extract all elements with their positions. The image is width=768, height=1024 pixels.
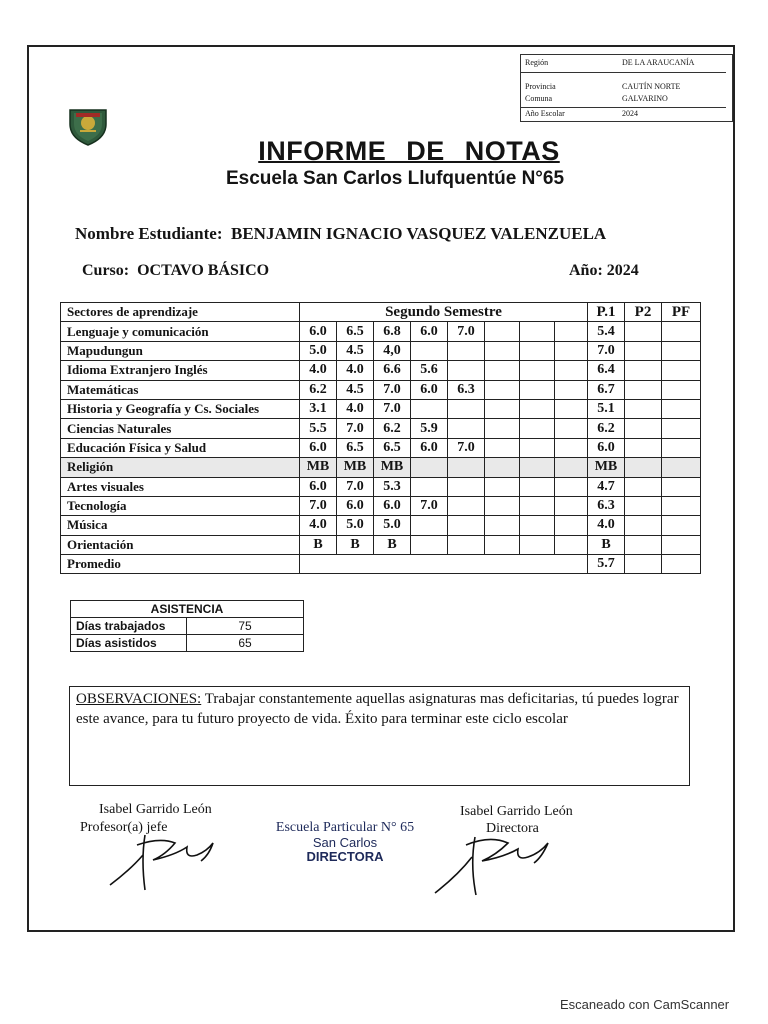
grade-row: [61, 399, 701, 418]
grade-cell: [520, 516, 555, 535]
subject-name: Idioma Extranjero Inglés: [61, 361, 300, 380]
subject-name: Ciencias Naturales: [61, 419, 300, 438]
p1-cell: MB: [588, 458, 625, 477]
subject-name: Educación Física y Salud: [61, 438, 300, 457]
grade-cell: 6.0: [411, 438, 448, 457]
p2-cell: [625, 361, 662, 380]
grade-cell: [485, 458, 520, 477]
grade-cell: 6.8: [374, 322, 411, 341]
province-label: Provincia: [525, 82, 556, 91]
grade-cell: 6.2: [374, 419, 411, 438]
year-label: Año:: [569, 262, 603, 279]
subject-name: Artes visuales: [61, 477, 300, 496]
grade-cell: 4.0: [337, 399, 374, 418]
average-p2: [625, 555, 662, 574]
grade-cell: 5.0: [337, 516, 374, 535]
attendance-title: ASISTENCIA: [71, 601, 304, 618]
commune-value: GALVARINO: [622, 94, 668, 103]
average-label: Promedio: [61, 555, 300, 574]
grade-cell: [520, 477, 555, 496]
grade-row: [61, 535, 701, 554]
region-value: DE LA ARAUCANÍA: [622, 58, 695, 67]
grade-row: [61, 322, 701, 341]
grade-cell: 7.0: [411, 496, 448, 515]
grade-cell: 6.5: [374, 438, 411, 457]
grade-cell: [485, 380, 520, 399]
p1-cell: 4.7: [588, 477, 625, 496]
stamp-line-3: DIRECTORA: [306, 849, 384, 864]
province-row: [525, 82, 728, 94]
grade-cell: [411, 516, 448, 535]
grade-cell: [411, 458, 448, 477]
region-label: Región: [525, 58, 549, 67]
grade-cell: [555, 399, 588, 418]
pf-cell: [662, 477, 701, 496]
year-value: 2024: [606, 262, 639, 279]
p2-cell: [625, 516, 662, 535]
grade-cell: [555, 458, 588, 477]
pf-header: PF: [662, 303, 701, 322]
p1-cell: 4.0: [588, 516, 625, 535]
grade-row: [61, 438, 701, 457]
p1-header: P.1: [588, 303, 625, 322]
grade-cell: 6.0: [411, 322, 448, 341]
grade-cell: 5.5: [300, 419, 337, 438]
grade-cell: 7.0: [300, 496, 337, 515]
pf-cell: [662, 458, 701, 477]
grade-cell: MB: [300, 458, 337, 477]
average-p1: 5.7: [588, 555, 625, 574]
days-attended-label: Días asistidos: [71, 635, 187, 652]
pf-cell: [662, 516, 701, 535]
p2-cell: [625, 477, 662, 496]
grade-cell: [520, 380, 555, 399]
observations-text: Trabajar constantemente aquellas asignaturas mas deficitarias, tú puedes lograr este avance, para tu futuro proyecto de vida. Éxito para terminar este ciclo escolar: [76, 691, 679, 727]
grades-table: [60, 302, 701, 574]
grade-cell: 7.0: [448, 322, 485, 341]
subject-name: Historia y Geografía y Cs. Sociales: [61, 399, 300, 418]
grade-cell: 6.0: [337, 496, 374, 515]
grade-cell: 6.0: [300, 438, 337, 457]
grade-cell: B: [337, 535, 374, 554]
days-worked-label: Días trabajados: [71, 618, 187, 635]
grade-cell: 5.0: [300, 341, 337, 360]
grade-cell: [448, 535, 485, 554]
grade-cell: 4,0: [374, 341, 411, 360]
course-label: Curso:: [82, 262, 130, 279]
grade-cell: [520, 361, 555, 380]
attendance-row: [71, 618, 304, 635]
pf-cell: [662, 322, 701, 341]
grade-cell: [555, 496, 588, 515]
grade-cell: 7.0: [448, 438, 485, 457]
grade-cell: 4.0: [300, 516, 337, 535]
grade-cell: [520, 496, 555, 515]
grade-cell: [485, 496, 520, 515]
grade-cell: 5.3: [374, 477, 411, 496]
grade-cell: [555, 322, 588, 341]
director-role: Directora: [486, 821, 539, 836]
grade-cell: [555, 341, 588, 360]
school-name: Escuela San Carlos Llufquentúe N°65: [225, 168, 565, 189]
course-line: [82, 262, 269, 280]
grade-cell: 6.5: [337, 322, 374, 341]
subject-name: Mapudungun: [61, 341, 300, 360]
grade-cell: [485, 322, 520, 341]
p2-cell: [625, 322, 662, 341]
grade-cell: [448, 361, 485, 380]
grade-cell: [448, 419, 485, 438]
teacher-name: Isabel Garrido León: [99, 802, 212, 817]
region-info-box: [520, 54, 733, 122]
average-row: [61, 555, 701, 574]
grade-cell: 4.0: [300, 361, 337, 380]
director-name: Isabel Garrido León: [460, 804, 573, 819]
grade-cell: 6.5: [337, 438, 374, 457]
grade-cell: [411, 399, 448, 418]
grade-row: [61, 516, 701, 535]
pf-cell: [662, 341, 701, 360]
grade-cell: [411, 535, 448, 554]
grade-cell: [485, 361, 520, 380]
grade-cell: 6.2: [300, 380, 337, 399]
p2-cell: [625, 438, 662, 457]
grade-cell: [520, 399, 555, 418]
grades-header-row: [61, 303, 701, 322]
report-title: INFORME DE NOTAS: [258, 136, 560, 166]
grade-cell: 6.3: [448, 380, 485, 399]
pf-cell: [662, 399, 701, 418]
semester-header: Segundo Semestre: [300, 303, 588, 322]
p2-cell: [625, 535, 662, 554]
p2-cell: [625, 419, 662, 438]
pf-cell: [662, 380, 701, 399]
p1-cell: 6.0: [588, 438, 625, 457]
stamp-line-1: Escuela Particular N° 65: [275, 820, 415, 835]
school-stamp: [265, 820, 425, 864]
grade-cell: 6.0: [300, 477, 337, 496]
grade-cell: MB: [337, 458, 374, 477]
p1-cell: 6.2: [588, 419, 625, 438]
attendance-table: [70, 600, 304, 652]
observations-box: [69, 686, 690, 786]
grade-cell: [520, 458, 555, 477]
grade-cell: [520, 535, 555, 554]
days-worked-value: 75: [187, 618, 304, 635]
grade-cell: [448, 341, 485, 360]
grade-cell: B: [300, 535, 337, 554]
grade-cell: [485, 419, 520, 438]
grade-cell: [555, 438, 588, 457]
pf-cell: [662, 438, 701, 457]
grade-cell: 7.0: [374, 380, 411, 399]
grade-cell: [411, 477, 448, 496]
p1-cell: 7.0: [588, 341, 625, 360]
grade-cell: 3.1: [300, 399, 337, 418]
p2-header: P2: [625, 303, 662, 322]
grade-cell: [555, 361, 588, 380]
year-line: [569, 262, 639, 280]
grade-row: [61, 496, 701, 515]
grade-row: [61, 361, 701, 380]
school-year-value: 2024: [622, 109, 638, 118]
grade-cell: [411, 341, 448, 360]
p2-cell: [625, 496, 662, 515]
p1-cell: 6.7: [588, 380, 625, 399]
grade-cell: 4.5: [337, 380, 374, 399]
grade-cell: 4.5: [337, 341, 374, 360]
grade-cell: [520, 341, 555, 360]
scanner-watermark: Escaneado con CamScanner: [560, 997, 730, 1012]
grade-row: [61, 477, 701, 496]
grade-row: [61, 458, 701, 477]
stamp-line-2: San Carlos: [312, 835, 378, 850]
p2-cell: [625, 458, 662, 477]
p1-cell: 6.3: [588, 496, 625, 515]
grade-cell: [448, 496, 485, 515]
attendance-row: [71, 635, 304, 652]
grade-cell: 4.0: [337, 361, 374, 380]
grade-cell: [448, 516, 485, 535]
grade-row: [61, 380, 701, 399]
p1-cell: 5.4: [588, 322, 625, 341]
grade-cell: [448, 399, 485, 418]
student-name: BENJAMIN IGNACIO VASQUEZ VALENZUELA: [231, 224, 607, 243]
subject-name: Orientación: [61, 535, 300, 554]
region-row: [525, 58, 728, 70]
p2-cell: [625, 399, 662, 418]
grade-cell: [485, 438, 520, 457]
observations-label: OBSERVACIONES:: [76, 691, 202, 707]
grade-cell: 5.6: [411, 361, 448, 380]
grade-cell: [448, 477, 485, 496]
pf-cell: [662, 535, 701, 554]
grade-cell: [520, 419, 555, 438]
subject-name: Música: [61, 516, 300, 535]
teacher-role: Profesor(a) jefe: [80, 820, 168, 835]
commune-row: [525, 94, 728, 106]
grade-cell: [485, 341, 520, 360]
teacher-signature: [105, 815, 225, 895]
grade-cell: [485, 516, 520, 535]
grade-cell: [448, 458, 485, 477]
pf-cell: [662, 361, 701, 380]
p1-cell: 6.4: [588, 361, 625, 380]
school-year-label: Año Escolar: [525, 109, 565, 118]
grade-cell: B: [374, 535, 411, 554]
subject-name: Lenguaje y comunicación: [61, 322, 300, 341]
grade-row: [61, 419, 701, 438]
grade-cell: [555, 535, 588, 554]
grade-cell: [485, 535, 520, 554]
grade-cell: 7.0: [374, 399, 411, 418]
grade-cell: 6.6: [374, 361, 411, 380]
grade-cell: 6.0: [374, 496, 411, 515]
subject-name: Matemáticas: [61, 380, 300, 399]
grade-cell: 7.0: [337, 477, 374, 496]
grade-cell: [520, 322, 555, 341]
grade-cell: [555, 477, 588, 496]
commune-label: Comuna: [525, 94, 553, 103]
days-attended-value: 65: [187, 635, 304, 652]
p2-cell: [625, 380, 662, 399]
grade-row: [61, 341, 701, 360]
course-value: OCTAVO BÁSICO: [137, 262, 270, 279]
grade-cell: [555, 419, 588, 438]
grade-cell: 7.0: [337, 419, 374, 438]
school-year-row: [525, 109, 728, 121]
grade-cell: 6.0: [411, 380, 448, 399]
subject-name: Religión: [61, 458, 300, 477]
p1-cell: B: [588, 535, 625, 554]
pf-cell: [662, 496, 701, 515]
pf-cell: [662, 419, 701, 438]
average-blank: [300, 555, 588, 574]
subject-name: Tecnología: [61, 496, 300, 515]
student-line: [75, 224, 606, 244]
p1-cell: 5.1: [588, 399, 625, 418]
student-label: Nombre Estudiante:: [75, 224, 223, 243]
average-pf: [662, 555, 701, 574]
grade-cell: [555, 380, 588, 399]
grade-cell: 6.0: [300, 322, 337, 341]
grade-cell: 5.0: [374, 516, 411, 535]
p2-cell: [625, 341, 662, 360]
grade-cell: [485, 399, 520, 418]
sectors-header: Sectores de aprendizaje: [61, 303, 300, 322]
grade-cell: [485, 477, 520, 496]
grade-cell: [520, 438, 555, 457]
grade-cell: MB: [374, 458, 411, 477]
grade-cell: 5.9: [411, 419, 448, 438]
director-signature: [430, 815, 560, 900]
grade-cell: [555, 516, 588, 535]
province-value: CAUTÍN NORTE: [622, 82, 681, 91]
